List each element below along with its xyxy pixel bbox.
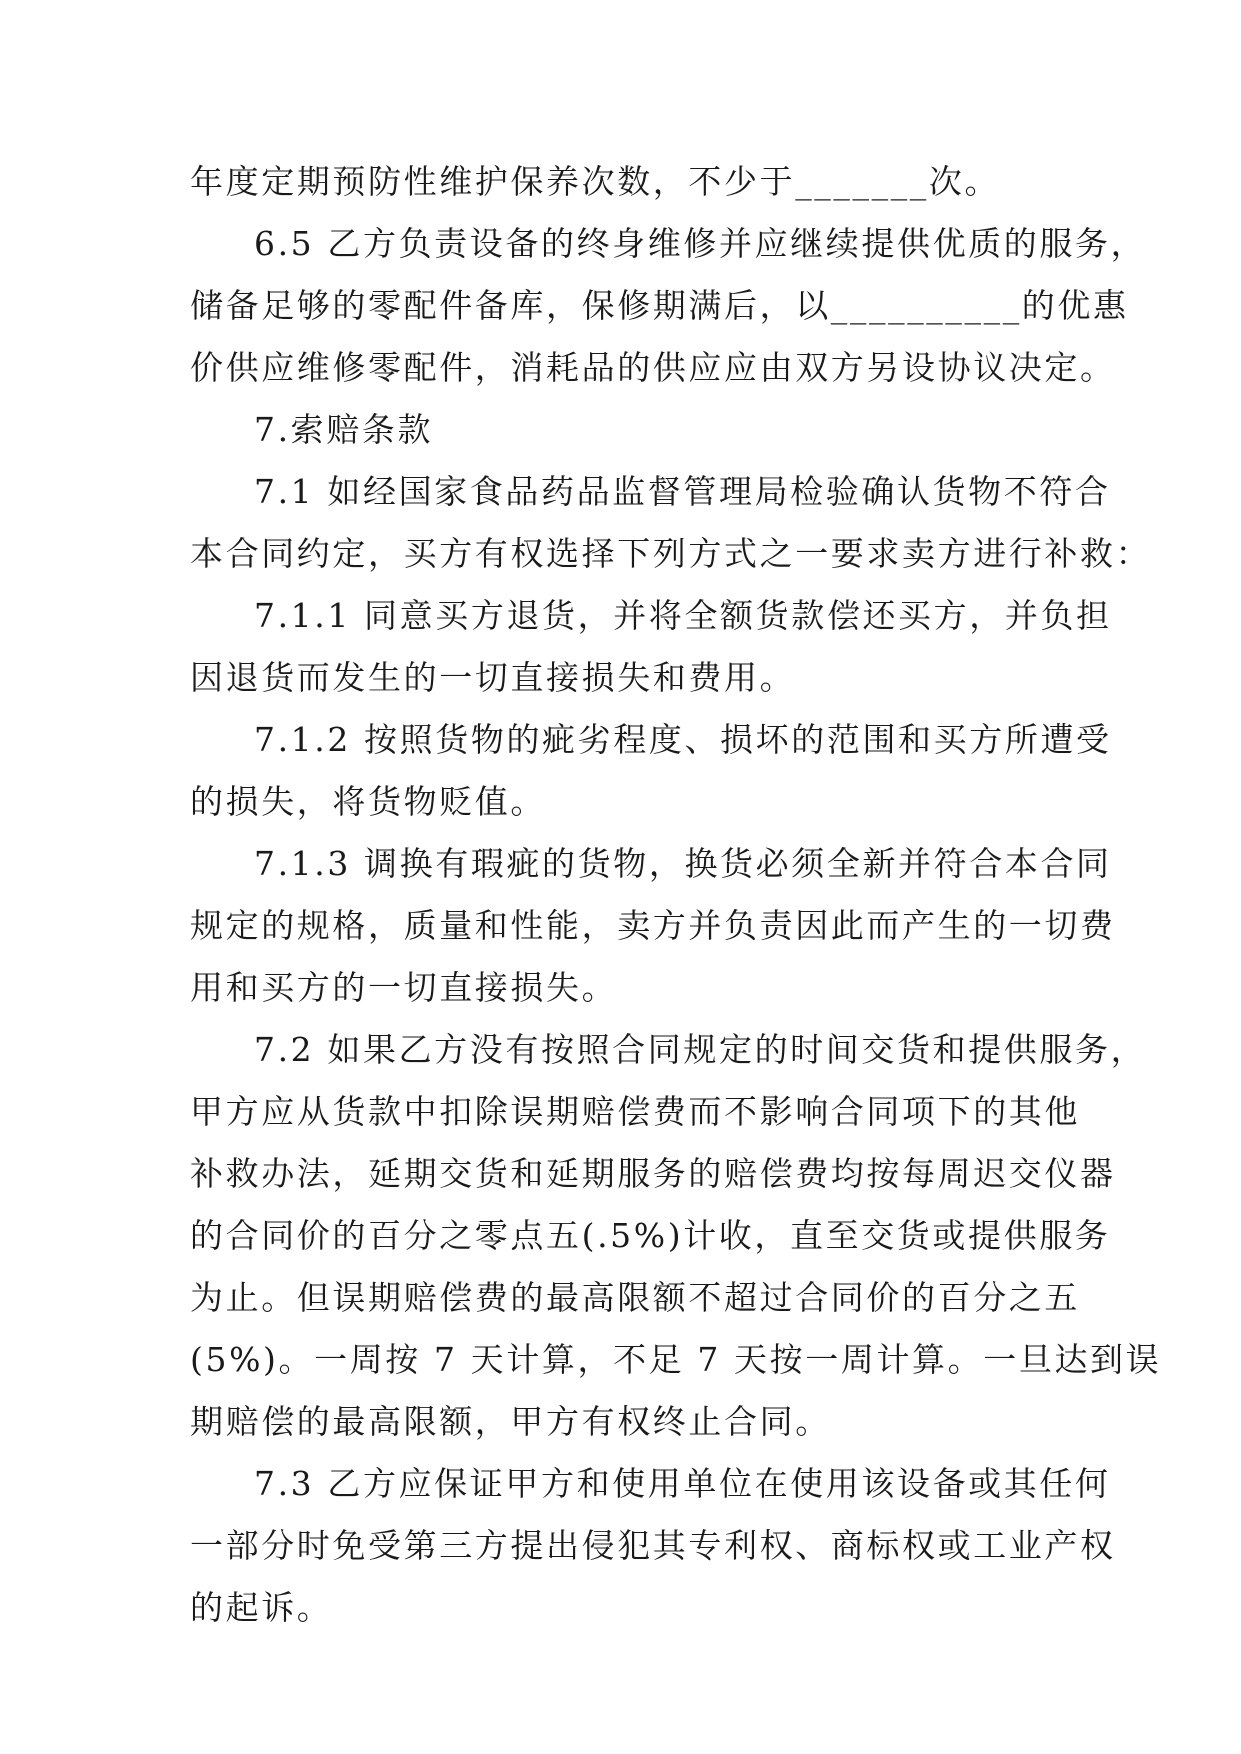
text-line: 补救办法，延期交货和延期服务的赔偿费均按每周迟交仪器	[190, 1154, 1116, 1193]
clause-7-1-3: 7.1.3 调换有瑕疵的货物，换货必须全新并符合本合同	[254, 844, 1112, 883]
clause-7-1-2: 7.1.2 按照货物的疵劣程度、损坏的范围和买方所遭受	[254, 720, 1112, 759]
clause-6-5: 6.5 乙方负责设备的终身维修并应继续提供优质的服务，	[254, 224, 1147, 263]
text-line: 的起诉。	[190, 1588, 333, 1627]
text-line: 年度定期预防性维护保养次数，不少于_______次。	[190, 162, 1001, 201]
clause-7-3: 7.3 乙方应保证甲方和使用单位在使用该设备或其任何	[254, 1464, 1111, 1503]
text-line: 本合同约定，买方有权选择下列方式之一要求卖方进行补救：	[190, 534, 1152, 573]
text-line: 规定的规格，质量和性能，卖方并负责因此而产生的一切费	[190, 906, 1116, 945]
section-heading-7: 7.索赔条款	[254, 410, 434, 449]
text-line: 期赔偿的最高限额，甲方有权终止合同。	[190, 1402, 831, 1441]
text-line: 价供应维修零配件，消耗品的供应应由双方另设协议决定。	[190, 348, 1116, 387]
text-line: (5%)。一周按 7 天计算，不足 7 天按一周计算。一旦达到误	[190, 1340, 1162, 1379]
clause-7-1: 7.1 如经国家食品药品监督管理局检验确认货物不符合	[254, 472, 1111, 511]
text-line: 一部分时免受第三方提出侵犯其专利权、商标权或工业产权	[190, 1526, 1116, 1565]
text-line: 的损失，将货物贬值。	[190, 782, 546, 821]
text-line: 为止。但误期赔偿费的最高限额不超过合同价的百分之五	[190, 1278, 1080, 1317]
text-line: 的合同价的百分之零点五(.5%)计收，直至交货或提供服务	[190, 1216, 1111, 1255]
text-line: 甲方应从货款中扣除误期赔偿费而不影响合同项下的其他	[190, 1092, 1080, 1131]
clause-7-2: 7.2 如果乙方没有按照合同规定的时间交货和提供服务，	[254, 1030, 1147, 1069]
clause-7-1-1: 7.1.1 同意买方退货，并将全额货款偿还买方，并负担	[254, 596, 1112, 635]
text-line: 用和买方的一切直接损失。	[190, 968, 618, 1007]
text-line: 储备足够的零配件备库，保修期满后，以__________的优惠	[190, 286, 1129, 325]
text-line: 因退货而发生的一切直接损失和费用。	[190, 658, 796, 697]
